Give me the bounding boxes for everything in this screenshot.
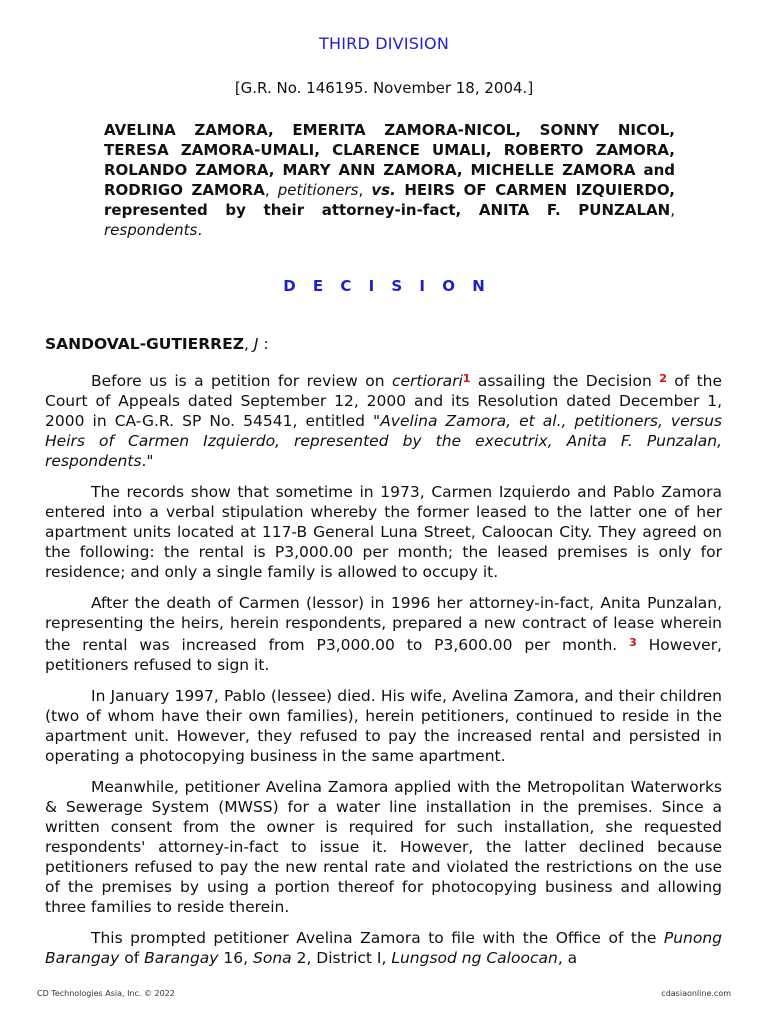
footer-copyright: CD Technologies Asia, Inc. © 2022 [37,989,175,998]
footer-site: cdasiaonline.com [661,989,731,998]
footnote-link-1[interactable]: 1 [462,372,471,385]
paragraph-2: The records show that sometime in 1973, Carmen Izquierdo and Pablo Zamora entered into a verbal stipulation whereby the former leased to the latter one of her apartment units located at 117-B General Luna Street, Caloocan City. They agreed on the following: the rental is P3,000.00 per month; the leased premises is only for residence; and only a single family is allowed to occupy it. [45,483,722,581]
respondents-names: HEIRS OF CARMEN IZQUIERDO, represented by their attorney-in-fact, ANITA F. PUNZALAN [104,181,675,219]
petitioners-names: AVELINA ZAMORA, EMERITA ZAMORA-NICOL, SONNY NICOL, TERESA ZAMORA-UMALI, CLARENCE UMALI, ROBERTO ZAMORA, ROLANDO ZAMORA, MARY ANN ZAMORA, MICHELLE ZAMORA and RODRIGO ZAMORA [104,121,675,199]
ponente-line: SANDOVAL-GUTIERREZ, J : [45,335,269,353]
respondents-label: respondents [104,221,198,239]
decision-body [45,369,722,979]
paragraph-3: After the death of Carmen (lessor) in 1996 her attorney-in-fact, Anita Punzalan, representing the heirs, herein respondents, prepared a new contract of lease wherein the rental was increased from P3,000.00 to P3,600.00 per month. $^3$ However, petitioners refused to sign it. [45,594,722,674]
footnote-link-3[interactable]: 3 [629,636,637,649]
decision-heading: D E C I S I O N [283,277,491,295]
paragraph-1: Before us is a petition for review on certiorari$^1$ assailing the Decision $^2$ of the Court of Appeals dated September 12, 2000 and its Resolution dated December 1, 2000 in CA-G.R. SP No. 54541, entitled "Avelina Zamora, et al., petitioners, versus Heirs of Carmen Izquierdo, represented by the executrix, Anita F. Punzalan, respondents." [45,372,723,470]
ponente-title: J [253,335,259,353]
division-heading: THIRD DIVISION [319,34,449,53]
paragraph-5: Meanwhile, petitioner Avelina Zamora applied with the Metropolitan Waterworks & Sewerage System (MWSS) for a water line installation in the premises. Since a written consent from the owner is required for such installation, she requested respondents' attorney-in-fact to issue it. However, the latter declined because petitioners refused to pay the new rental rate and violated the restrictions on the use of the premises by using a portion thereof for photocopying business and allowing three families to reside therein. [45,778,722,916]
case-parties: AVELINA ZAMORA, EMERITA ZAMORA-NICOL, SONNY NICOL, TERESA ZAMORA-UMALI, CLARENCE UMALI, ROBERTO ZAMORA, ROLANDO ZAMORA, MARY ANN ZAMORA, MICHELLE ZAMORA and RODRIGO ZAMORA, petitioners, vs. HEIRS OF CARMEN IZQUIERDO, represented by their attorney-in-fact, ANITA F. PUNZALAN, respondents. [104,121,675,239]
versus-label: vs. [371,181,396,199]
case-number: [G.R. No. 146195. November 18, 2004.] [234,79,534,97]
footnote-link-2[interactable]: 2 [659,372,667,385]
paragraph-6: This prompted petitioner Avelina Zamora to file with the Office of the Punong Barangay of Barangay 16, Sona 2, District I, Lungsod ng Caloocan, a [45,929,722,967]
paragraph-4: In January 1997, Pablo (lessee) died. His wife, Avelina Zamora, and their children (two of whom have their own families), herein petitioners, continued to reside in the apartment unit. However, they refused to pay the increased rental and persisted in operating a photocopying business in the same apartment. [45,687,722,765]
ponente-name: SANDOVAL-GUTIERREZ [45,335,244,353]
petitioners-label: petitioners [277,181,359,199]
